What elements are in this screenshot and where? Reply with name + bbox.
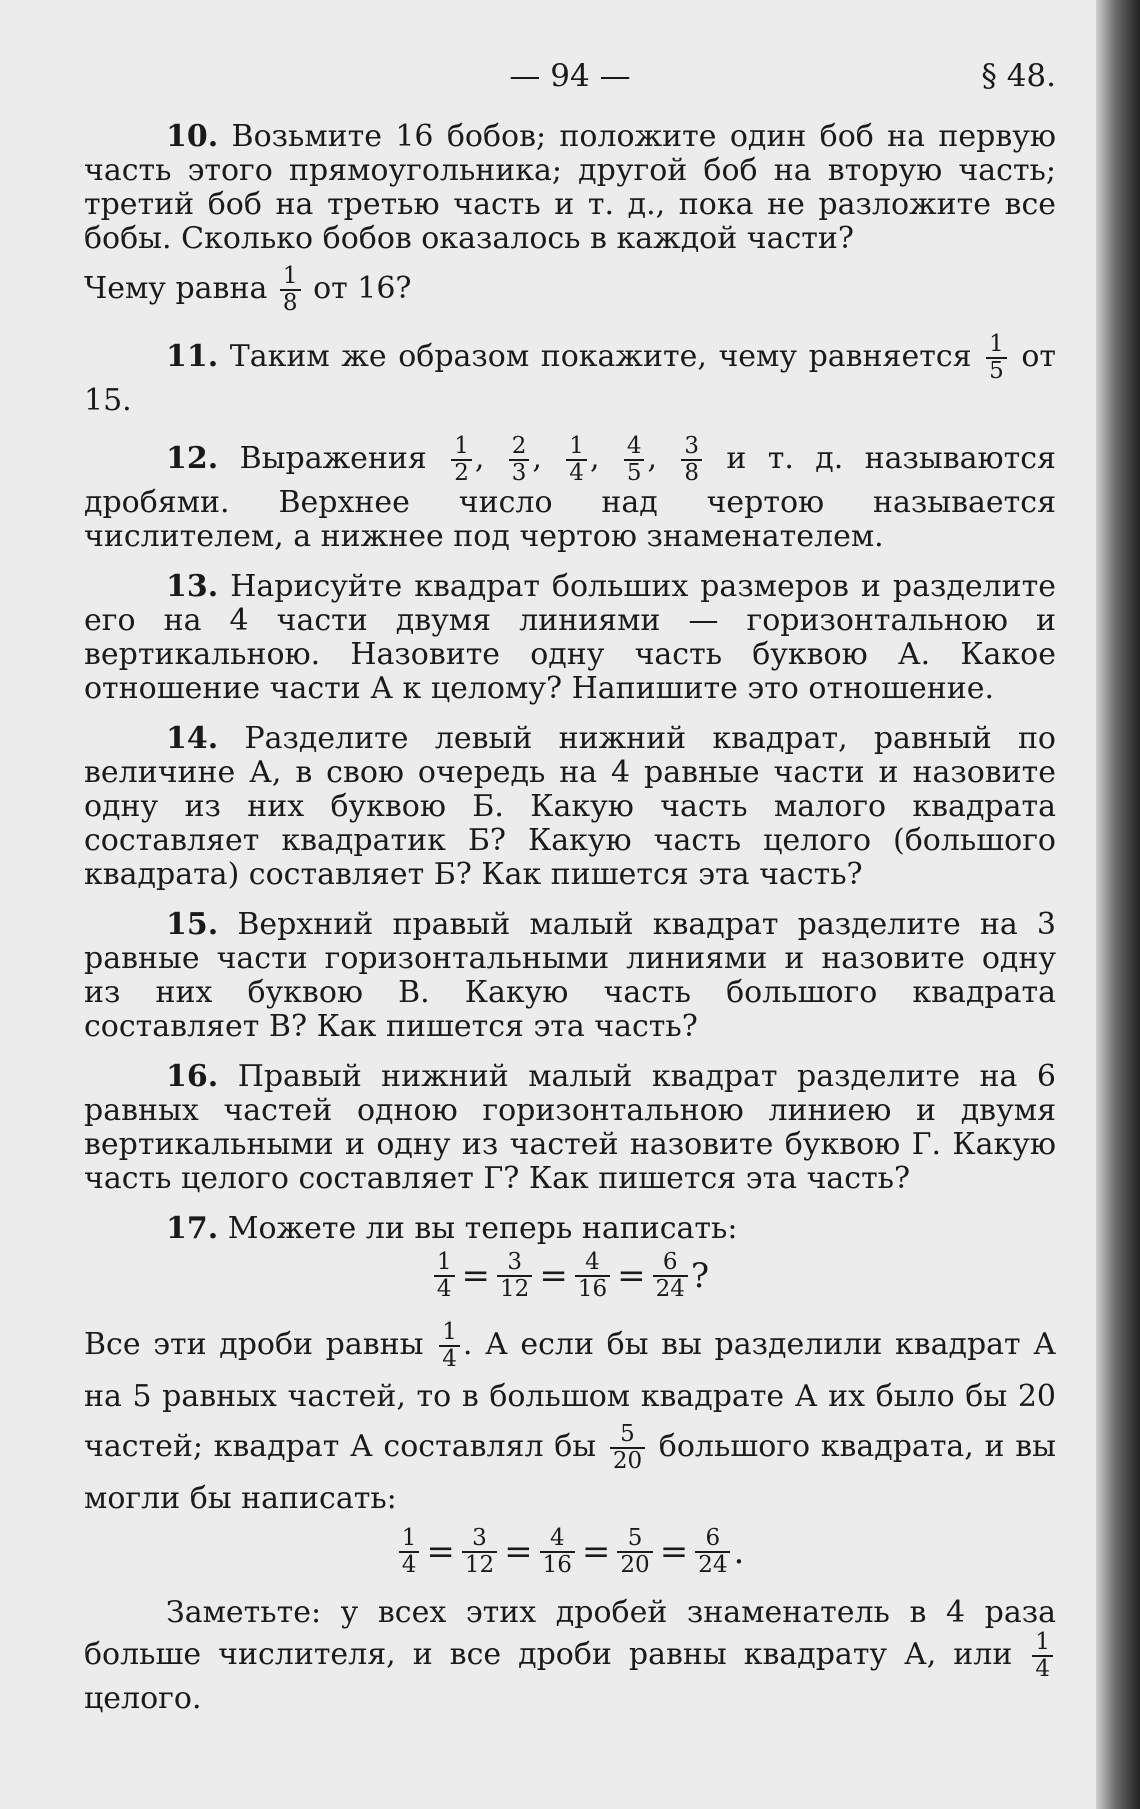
equation-1 xyxy=(84,1250,1056,1302)
denominator: 5 xyxy=(989,358,1004,384)
denominator: 4 xyxy=(442,1346,457,1372)
exercise-13 xyxy=(84,570,1056,706)
numerator: 1 xyxy=(566,434,587,461)
denominator: 4 xyxy=(436,1276,452,1302)
exercise-number: 11. xyxy=(166,339,219,374)
exercise-text: и т. д. называются дробями. Верхнее число над чертою называется числителем, а нижнее под чертою знаменателем. xyxy=(84,441,1056,554)
question-mark: ? xyxy=(690,1256,710,1296)
page-header xyxy=(84,58,1056,102)
fraction xyxy=(653,1250,688,1302)
numerator: 1 xyxy=(439,1320,460,1347)
denominator: 3 xyxy=(511,460,527,486)
fraction xyxy=(575,1250,610,1302)
denominator: 20 xyxy=(612,1448,643,1474)
fraction xyxy=(617,1526,652,1578)
note-paragraph xyxy=(84,1596,1056,1716)
fraction xyxy=(439,1320,460,1372)
numerator: 1 xyxy=(280,264,301,291)
numerator: 6 xyxy=(695,1526,730,1553)
paragraph-text: Все эти дроби равны xyxy=(84,1327,424,1362)
page-body xyxy=(84,120,1056,1732)
fraction xyxy=(610,1422,645,1474)
fraction xyxy=(462,1526,497,1578)
comma: , xyxy=(647,441,658,476)
denominator: 24 xyxy=(698,1552,728,1578)
exercise-text: Таким же образом покажите, чему равняется xyxy=(229,339,972,374)
fraction xyxy=(681,434,702,486)
denominator: 24 xyxy=(655,1276,685,1302)
denominator: 16 xyxy=(577,1276,608,1302)
paragraph-text: большого квадрата, и вы могли бы написать: xyxy=(84,1429,1056,1516)
exercise-14 xyxy=(84,722,1056,892)
exercise-text: Выражения xyxy=(239,441,427,476)
paragraph-text: Заметьте: у всех этих дробей знаменатель в 4 раза больше числителя, и все дроби равны квадрату А, или xyxy=(84,1595,1056,1672)
fraction xyxy=(986,332,1007,384)
continuation-text xyxy=(84,1320,1056,1524)
exercise-text: Можете ли вы теперь написать: xyxy=(227,1211,738,1246)
denominator: 4 xyxy=(1035,1656,1050,1682)
numerator: 3 xyxy=(462,1526,497,1553)
exercise-number: 15. xyxy=(166,907,219,942)
exercise-10 xyxy=(84,120,1056,256)
equals-sign: = xyxy=(659,1532,689,1572)
section-number: § 48. xyxy=(981,58,1056,94)
exercise-11 xyxy=(84,332,1056,418)
numerator: 1 xyxy=(1032,1630,1053,1657)
equals-sign: = xyxy=(461,1256,491,1296)
denominator: 2 xyxy=(454,460,469,486)
denominator: 12 xyxy=(500,1276,530,1302)
exercise-12 xyxy=(84,434,1056,554)
denominator: 8 xyxy=(282,290,298,316)
fraction xyxy=(1032,1630,1053,1682)
numerator: 1 xyxy=(451,434,472,461)
numerator: 5 xyxy=(617,1526,652,1553)
denominator: 5 xyxy=(626,460,642,486)
equals-sign: = xyxy=(426,1532,455,1572)
denominator: 8 xyxy=(684,460,700,486)
paragraph-text: целого. xyxy=(84,1681,202,1716)
fraction xyxy=(451,434,472,486)
fraction xyxy=(566,434,587,486)
exercise-17 xyxy=(84,1212,1056,1246)
numerator: 5 xyxy=(610,1422,645,1449)
equals-sign: = xyxy=(617,1256,646,1296)
fraction xyxy=(399,1526,420,1578)
fraction xyxy=(280,264,301,316)
exercise-text: Правый нижний малый квадрат разделите на 6 равных частей одною горизонтальною линиею и двумя вертикальными и одну из частей назовите буквою Г. Какую часть целого составляет Г? Как пишется эта часть? xyxy=(84,1059,1056,1196)
denominator: 4 xyxy=(569,460,584,486)
exercise-text: Разделите левый нижний квадрат, равный по величине А, в свою очередь на 4 равные части и назовите одну из них буквою Б. Какую часть малого квадрата составляет квадратик Б? Какую часть целого (большого квадрата) составляет Б? Как пишется эта часть? xyxy=(84,721,1056,892)
numerator: 4 xyxy=(540,1526,575,1553)
exercise-10-question xyxy=(84,264,1056,316)
exercise-number: 12. xyxy=(166,441,219,476)
fraction xyxy=(497,1250,532,1302)
question-text: Чему равна xyxy=(84,271,268,306)
exercise-text: от 15. xyxy=(84,339,1056,418)
equals-sign: = xyxy=(539,1256,568,1296)
denominator: 4 xyxy=(401,1552,417,1578)
exercise-text: Нарисуйте квадрат больших размеров и разделите его на 4 части двумя линиями — горизонтальною и вертикальною. Назовите одну часть буквою А. Какое отношение части А к целому? Напишите это отношение. xyxy=(84,569,1056,706)
equals-sign: = xyxy=(504,1532,533,1572)
exercise-text: Возьмите 16 бобов; положите один боб на первую часть этого прямоугольника; другой боб на вторую часть; третий боб на третью часть и т. д., пока не разложите все бобы. Сколько бобов оказалось в каждой части? xyxy=(84,119,1056,256)
equation-2 xyxy=(84,1526,1056,1578)
denominator: 20 xyxy=(620,1552,650,1578)
numerator: 1 xyxy=(986,332,1007,359)
numerator: 1 xyxy=(434,1250,455,1277)
fraction xyxy=(434,1250,455,1302)
numerator: 3 xyxy=(681,434,702,461)
exercise-number: 16. xyxy=(166,1059,219,1094)
numerator: 4 xyxy=(575,1250,610,1277)
denominator: 12 xyxy=(464,1552,495,1578)
numerator: 1 xyxy=(399,1526,420,1553)
page-number: — 94 — xyxy=(509,58,631,94)
book-spine-shadow xyxy=(1096,0,1140,1809)
exercise-number: 10. xyxy=(166,119,219,154)
fraction xyxy=(509,434,530,486)
fraction xyxy=(624,434,645,486)
fraction xyxy=(540,1526,575,1578)
exercise-16 xyxy=(84,1060,1056,1196)
paragraph-text: . А если бы вы разделили квадрат А на 5 равных частей, то в большом квадрате А их было бы 20 частей; квадрат А составлял бы xyxy=(84,1327,1057,1464)
numerator: 3 xyxy=(497,1250,532,1277)
numerator: 4 xyxy=(624,434,645,461)
comma: , xyxy=(532,441,542,476)
denominator: 16 xyxy=(542,1552,572,1578)
fraction xyxy=(695,1526,730,1578)
exercise-number: 17. xyxy=(166,1211,219,1246)
comma: , xyxy=(589,441,600,476)
exercise-number: 14. xyxy=(166,721,219,756)
exercise-15 xyxy=(84,908,1056,1044)
equals-sign: = xyxy=(581,1532,611,1572)
period: . xyxy=(733,1532,745,1572)
exercise-number: 13. xyxy=(166,569,219,604)
question-text: от 16? xyxy=(313,271,412,306)
numerator: 2 xyxy=(509,434,530,461)
comma: , xyxy=(474,441,485,476)
numerator: 6 xyxy=(653,1250,688,1277)
exercise-text: Верхний правый малый квадрат разделите на 3 равные части горизонтальными линиями и назовите одну из них буквою В. Какую часть большого квадрата составляет В? Как пишется эта часть? xyxy=(84,907,1056,1044)
